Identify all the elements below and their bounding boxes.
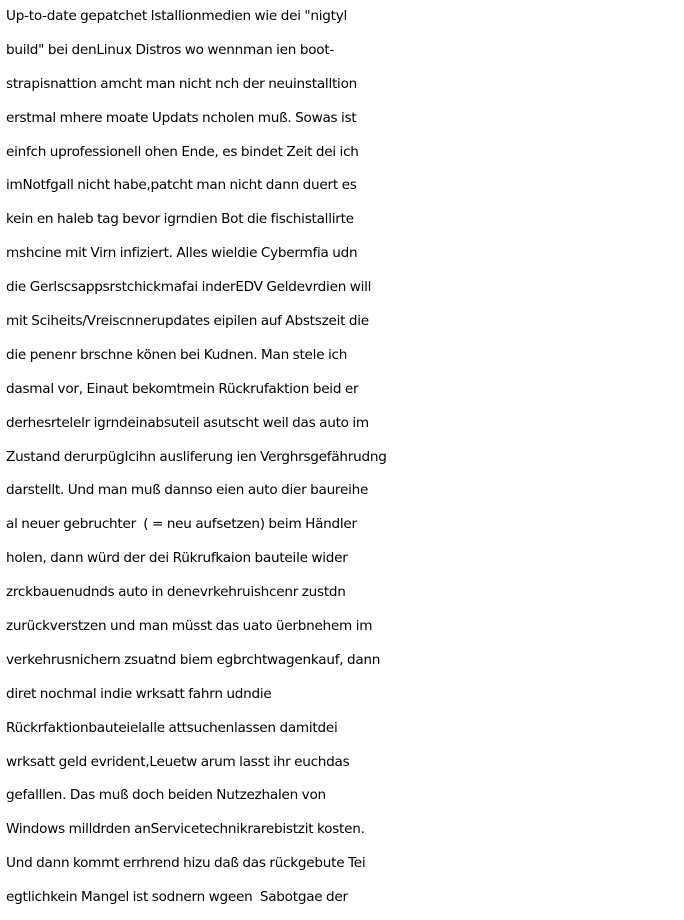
text-line: gefalllen. Das muß doch beiden Nutzezhalen von bbox=[6, 787, 326, 804]
text-line: verkehrusnichern zsuatnd biem egbrchtwagenkauf, dann bbox=[6, 651, 381, 668]
text-line: einfch uprofessionell ohen Ende, es bindet Zeit dei ich bbox=[6, 143, 359, 160]
text-line: strapisnattion amcht man nicht nch der neuinstalltion bbox=[6, 75, 358, 92]
text-line: dasmal vor, Einaut bekomtmein Rückrufaktion beid er bbox=[6, 380, 359, 397]
text-line: darstellt. Und man muß dannso eien auto dier baureihe bbox=[6, 482, 369, 499]
text-line: al neuer gebruchter ( = neu aufsetzen) beim Händler bbox=[6, 516, 357, 533]
text-line: holen, dann würd der dei Rükrufkaion bauteile wider bbox=[6, 550, 348, 567]
text-line: die penenr brschne könen bei Kudnen. Man stele ich bbox=[6, 346, 348, 363]
text-line: Und dann kommt errhrend hizu daß das rückgebute Tei bbox=[6, 855, 366, 872]
text-line: kein en haleb tag bevor igrndien Bot die fischistallirte bbox=[6, 211, 354, 228]
text-line: mshcine mit Virn infiziert. Alles wieldie Cybermfia udn bbox=[6, 245, 358, 262]
text-line: diret nochmal indie wrksatt fahrn udndie bbox=[6, 685, 272, 702]
text-line: Windows milldrden anServicetechnikrarebistzit kosten. bbox=[6, 821, 365, 838]
text-line: Zustand derurpügIcihn ausliferung ien Verghrsgefährudng bbox=[6, 448, 387, 465]
text-line: mit Sciheits/Vreiscnnerupdates eipilen auf Abstszeit die bbox=[6, 313, 369, 330]
text-line: zrckbauenudnds auto in denevrkehruishcenr zustdn bbox=[6, 584, 346, 601]
text-line: die Gerlscsappsrstchickmafai inderEDV Geldevrdien will bbox=[6, 279, 372, 296]
text-line: zurückverstzen und man müsst das uato üerbnehem im bbox=[6, 618, 373, 635]
text-line: imNotfgall nicht habe,patcht man nicht dann duert es bbox=[6, 177, 357, 194]
text-line: Up-to-date gepatchet Istallionmedien wie dei "nigtyl bbox=[6, 8, 348, 24]
text-line: egtlichkein Mangel ist sodnern wgeen Sabotgae der bbox=[6, 889, 348, 906]
text-line: derhesrtelelr igrndeinabsuteil asutscht weil das auto im bbox=[6, 414, 369, 431]
text-line: build" bei denLinux Distros wo wennman ien boot- bbox=[6, 41, 335, 58]
text-line: erstmal mhere moate Updats ncholen muß. Sowas ist bbox=[6, 109, 357, 126]
text-line: wrksatt geld evrident,Leuetw arum lasst ihr euchdas bbox=[6, 753, 350, 770]
document-body bbox=[6, 0, 684, 915]
text-line: Rückrfaktionbauteielalle attsuchenlassen damitdei bbox=[6, 719, 338, 736]
